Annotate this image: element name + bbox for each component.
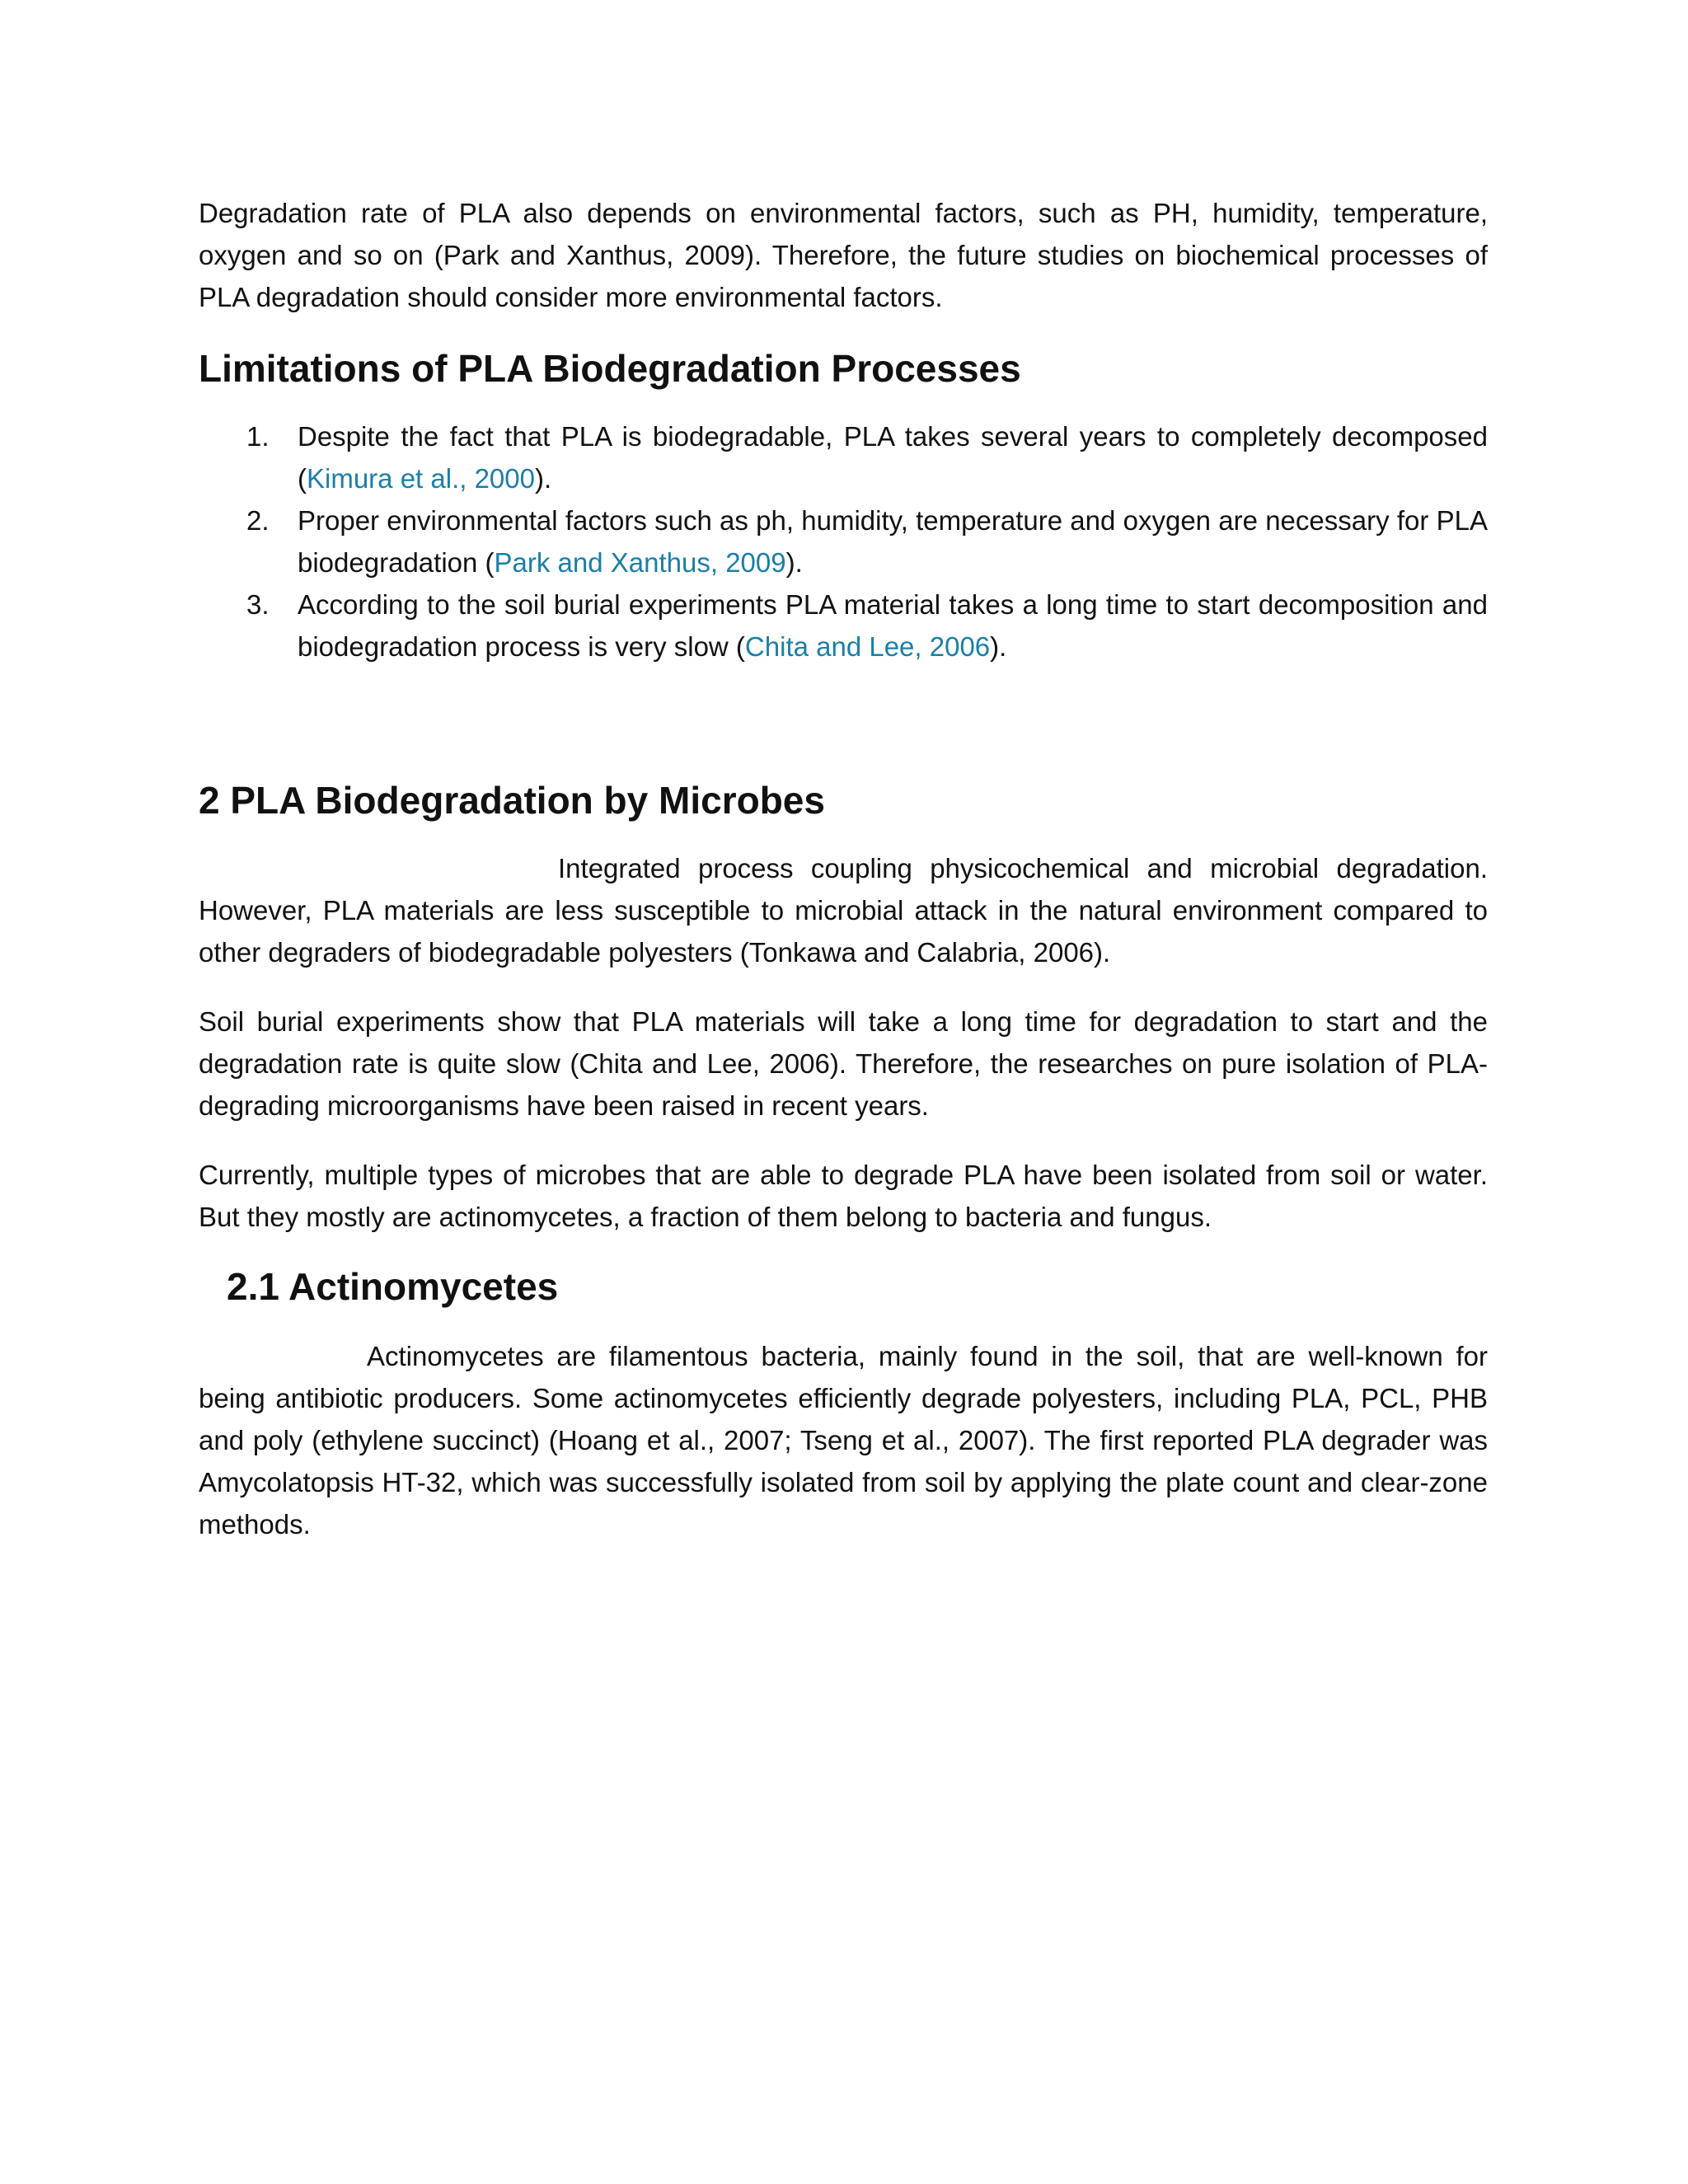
- list-number: 2.: [246, 505, 270, 536]
- limitations-item-2: [199, 499, 1488, 583]
- citation-link[interactable]: Kimura et al., 2000: [307, 463, 535, 494]
- citation-link[interactable]: Park and Xanthus, 2009: [494, 547, 786, 578]
- citation-link[interactable]: Chita and Lee, 2006: [744, 631, 991, 662]
- document-page: [199, 0, 1488, 1545]
- section-2-paragraph-2: Soil burial experiments show that PLA materials will take a long time for degradation to start and the degradation rate is quite slow (Chita and Lee, 2006). Therefore, the researches on pure isolation of PLA-degrading microorganisms have been raised in recent years.: [199, 1006, 1488, 1121]
- list-item-end: ).: [785, 547, 803, 578]
- section-2-1-paragraph: Actinomycetes are filamentous bacteria, mainly found in the soil, that are well-known for being antibiotic producers. Some actinomycetes efficiently degrade polyesters, including PLA, PCL, PHB and poly (ethylene succinct) (Hoang et al., 2007; Tseng et al., 2007). The first reported PLA degrader was Amycolatopsis HT-32, which was successfully isolated from soil by applying the plate count and clear-zone methods.: [199, 1341, 1488, 1540]
- limitations-item-3: [199, 583, 1488, 668]
- section-2-1-heading: 2.1 Actinomycetes: [227, 1265, 559, 1308]
- list-item-text: Despite the fact that PLA is biodegradable, PLA takes several years to completely decomposed (: [298, 421, 1488, 494]
- intro-paragraph: Degradation rate of PLA also depends on environmental factors, such as PH, humidity, temperature, oxygen and so on (Park and Xanthus, 2009). Therefore, the future studies on biochemical processes of PLA degradation should consider more environmental factors.: [199, 198, 1488, 312]
- limitations-item-1: [199, 415, 1488, 499]
- list-item-end: ).: [535, 463, 552, 494]
- section-2-heading: 2 PLA Biodegradation by Microbes: [199, 779, 825, 822]
- list-item-text: Proper environmental factors such as ph, humidity, temperature and oxygen are necessary for PLA biodegradation (: [298, 505, 1488, 578]
- list-item-end: ).: [990, 631, 1007, 662]
- list-number: 1.: [246, 421, 270, 452]
- section-2-paragraph-3: Currently, multiple types of microbes that are able to degrade PLA have been isolated from soil or water. But they mostly are actinomycetes, a fraction of them belong to bacteria and fungus.: [199, 1160, 1488, 1232]
- limitations-heading: Limitations of PLA Biodegradation Processes: [199, 347, 1021, 390]
- list-item-text: According to the soil burial experiments PLA material takes a long time to start decomposition and biodegradation process is very slow (: [298, 589, 1488, 662]
- list-number: 3.: [246, 589, 270, 620]
- section-2-paragraph-1: Integrated process coupling physicochemical and microbial degradation. However, PLA materials are less susceptible to microbial attack in the natural environment compared to other degraders of biodegradable polyesters (Tonkawa and Calabria, 2006).: [199, 853, 1488, 968]
- limitations-list: [199, 415, 1488, 668]
